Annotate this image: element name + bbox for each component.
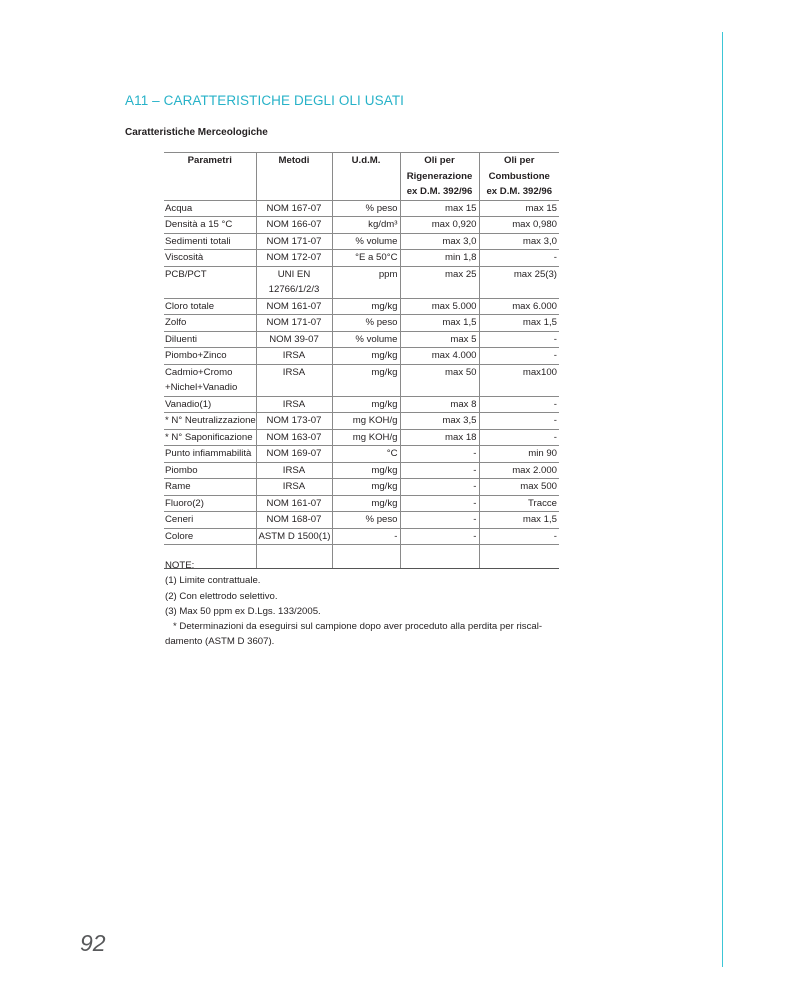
cell-metodo: NOM 171-07 [256, 315, 332, 332]
cell-parametro: Ceneri [164, 512, 256, 529]
cell-metodo: NOM 161-07 [256, 495, 332, 512]
cell-combustione: max 25(3) [479, 266, 559, 298]
cell-rigenerazione: max 50 [400, 364, 479, 396]
cell-rigenerazione: max 3,5 [400, 413, 479, 430]
header-udm: U.d.M. [332, 153, 400, 201]
cell-udm: mg/kg [332, 396, 400, 413]
cell-parametro: Zolfo [164, 315, 256, 332]
table-row [164, 298, 559, 315]
cell-parametro: Cloro totale [164, 298, 256, 315]
cell-combustione: max 3,0 [479, 233, 559, 250]
cell-udm: % peso [332, 512, 400, 529]
cell-parametro: Piombo [164, 462, 256, 479]
cell-parametro: Piombo+Zinco [164, 348, 256, 365]
cell-udm: mg/kg [332, 298, 400, 315]
cell-udm: mg KOH/g [332, 413, 400, 430]
table-body [164, 200, 559, 569]
table-row [164, 250, 559, 267]
subtitle: Caratteristiche Merceologiche [125, 127, 268, 138]
cell-metodo: NOM 167-07 [256, 200, 332, 217]
cell-combustione: max 6.000 [479, 298, 559, 315]
cell-metodo: NOM 173-07 [256, 413, 332, 430]
cell-udm: mg/kg [332, 495, 400, 512]
cell-combustione: - [479, 396, 559, 413]
cell-combustione: min 90 [479, 446, 559, 463]
cell-parametro: Acqua [164, 200, 256, 217]
cell-udm: mg KOH/g [332, 429, 400, 446]
cell-rigenerazione: - [400, 495, 479, 512]
table-row [164, 331, 559, 348]
note-item: (2) Con elettrodo selettivo. [165, 590, 278, 602]
cell-parametro: Diluenti [164, 331, 256, 348]
table-row [164, 479, 559, 496]
cell-metodo: NOM 168-07 [256, 512, 332, 529]
table-row [164, 429, 559, 446]
cell-rigenerazione: max 4.000 [400, 348, 479, 365]
table-row [164, 266, 559, 298]
cell-metodo: NOM 166-07 [256, 217, 332, 234]
cell-metodo: ASTM D 1500(1) [256, 528, 332, 545]
specs-table [164, 152, 559, 569]
cell-combustione: - [479, 331, 559, 348]
table-header-row [164, 153, 559, 201]
cell-udm: - [332, 528, 400, 545]
cell-combustione: - [479, 528, 559, 545]
cell-rigenerazione: max 3,0 [400, 233, 479, 250]
cell-rigenerazione: - [400, 479, 479, 496]
cell-metodo: NOM 171-07 [256, 233, 332, 250]
table-row [164, 396, 559, 413]
cell-udm: mg/kg [332, 462, 400, 479]
cell-combustione: max 0,980 [479, 217, 559, 234]
cell-udm: °E a 50°C [332, 250, 400, 267]
cell-udm: mg/kg [332, 364, 400, 396]
cell-parametro: * N° Neutralizzazione [164, 413, 256, 430]
table-row [164, 315, 559, 332]
table-row [164, 528, 559, 545]
cell-rigenerazione: - [400, 446, 479, 463]
table-row [164, 364, 559, 396]
cell-parametro: Colore [164, 528, 256, 545]
cell-combustione: - [479, 429, 559, 446]
cell-combustione: max100 [479, 364, 559, 396]
table-row [164, 413, 559, 430]
cell-rigenerazione: - [400, 462, 479, 479]
cell-metodo: NOM 163-07 [256, 429, 332, 446]
cell-parametro: Vanadio(1) [164, 396, 256, 413]
cell-metodo: UNI EN 12766/1/2/3 [256, 266, 332, 298]
cell-combustione: - [479, 348, 559, 365]
cell-parametro: * N° Saponificazione [164, 429, 256, 446]
cell-udm: kg/dm³ [332, 217, 400, 234]
cell-combustione: max 1,5 [479, 512, 559, 529]
cell-rigenerazione: max 0,920 [400, 217, 479, 234]
cell-udm: % peso [332, 200, 400, 217]
cell-metodo: IRSA [256, 348, 332, 365]
cell-metodo: NOM 172-07 [256, 250, 332, 267]
table-row [164, 233, 559, 250]
cell-combustione: - [479, 413, 559, 430]
table-row [164, 462, 559, 479]
header-metodi: Metodi [256, 153, 332, 201]
notes [165, 558, 542, 650]
header-combustione: Oli per Combustione ex D.M. 392/96 [479, 153, 559, 201]
cell-rigenerazione: max 5 [400, 331, 479, 348]
cell-rigenerazione: max 18 [400, 429, 479, 446]
cell-metodo: NOM 39-07 [256, 331, 332, 348]
cell-udm: mg/kg [332, 479, 400, 496]
header-rigenerazione: Oli per Rigenerazione ex D.M. 392/96 [400, 153, 479, 201]
notes-heading: NOTE: [165, 560, 195, 571]
cell-parametro: Sedimenti totali [164, 233, 256, 250]
page-number: 92 [80, 930, 106, 956]
cell-combustione: max 500 [479, 479, 559, 496]
cell-rigenerazione: - [400, 512, 479, 529]
table-row [164, 348, 559, 365]
section-title: A11 – CARATTERISTICHE DEGLI OLI USATI [125, 93, 405, 108]
cell-udm: % volume [332, 233, 400, 250]
table-row [164, 512, 559, 529]
table-row [164, 200, 559, 217]
cell-rigenerazione: min 1,8 [400, 250, 479, 267]
table-row [164, 217, 559, 234]
cell-parametro: Punto infiammabilità [164, 446, 256, 463]
cell-metodo: IRSA [256, 396, 332, 413]
cell-parametro: PCB/PCT [164, 266, 256, 298]
cell-metodo: IRSA [256, 479, 332, 496]
cell-metodo: IRSA [256, 364, 332, 396]
cell-combustione: - [479, 250, 559, 267]
note-item: (3) Max 50 ppm ex D.Lgs. 133/2005. [165, 605, 321, 617]
cell-rigenerazione: - [400, 528, 479, 545]
header-parametri: Parametri [164, 153, 256, 201]
star-note-continuation: damento (ASTM D 3607). [165, 636, 275, 648]
cell-parametro: Densità a 15 °C [164, 217, 256, 234]
table-row [164, 446, 559, 463]
cell-udm: ppm [332, 266, 400, 298]
cell-parametro: Fluoro(2) [164, 495, 256, 512]
cell-rigenerazione: max 8 [400, 396, 479, 413]
cell-parametro: Viscosità [164, 250, 256, 267]
cell-combustione: Tracce [479, 495, 559, 512]
cell-rigenerazione: max 1,5 [400, 315, 479, 332]
table-row [164, 495, 559, 512]
cell-combustione: max 2.000 [479, 462, 559, 479]
cell-parametro: Rame [164, 479, 256, 496]
note-item: (1) Limite contrattuale. [165, 575, 261, 587]
cell-rigenerazione: max 25 [400, 266, 479, 298]
right-margin-rule [722, 32, 723, 967]
cell-metodo: IRSA [256, 462, 332, 479]
cell-metodo: NOM 169-07 [256, 446, 332, 463]
cell-udm: % peso [332, 315, 400, 332]
star-note: * Determinazioni da eseguirsi sul campione dopo aver proceduto alla perdita per riscal- [173, 621, 543, 633]
cell-udm: % volume [332, 331, 400, 348]
cell-parametro: Cadmio+Cromo +Nichel+Vanadio [164, 364, 256, 396]
cell-metodo: NOM 161-07 [256, 298, 332, 315]
cell-rigenerazione: max 15 [400, 200, 479, 217]
cell-udm: mg/kg [332, 348, 400, 365]
cell-combustione: max 1,5 [479, 315, 559, 332]
cell-rigenerazione: max 5.000 [400, 298, 479, 315]
cell-udm: °C [332, 446, 400, 463]
cell-combustione: max 15 [479, 200, 559, 217]
